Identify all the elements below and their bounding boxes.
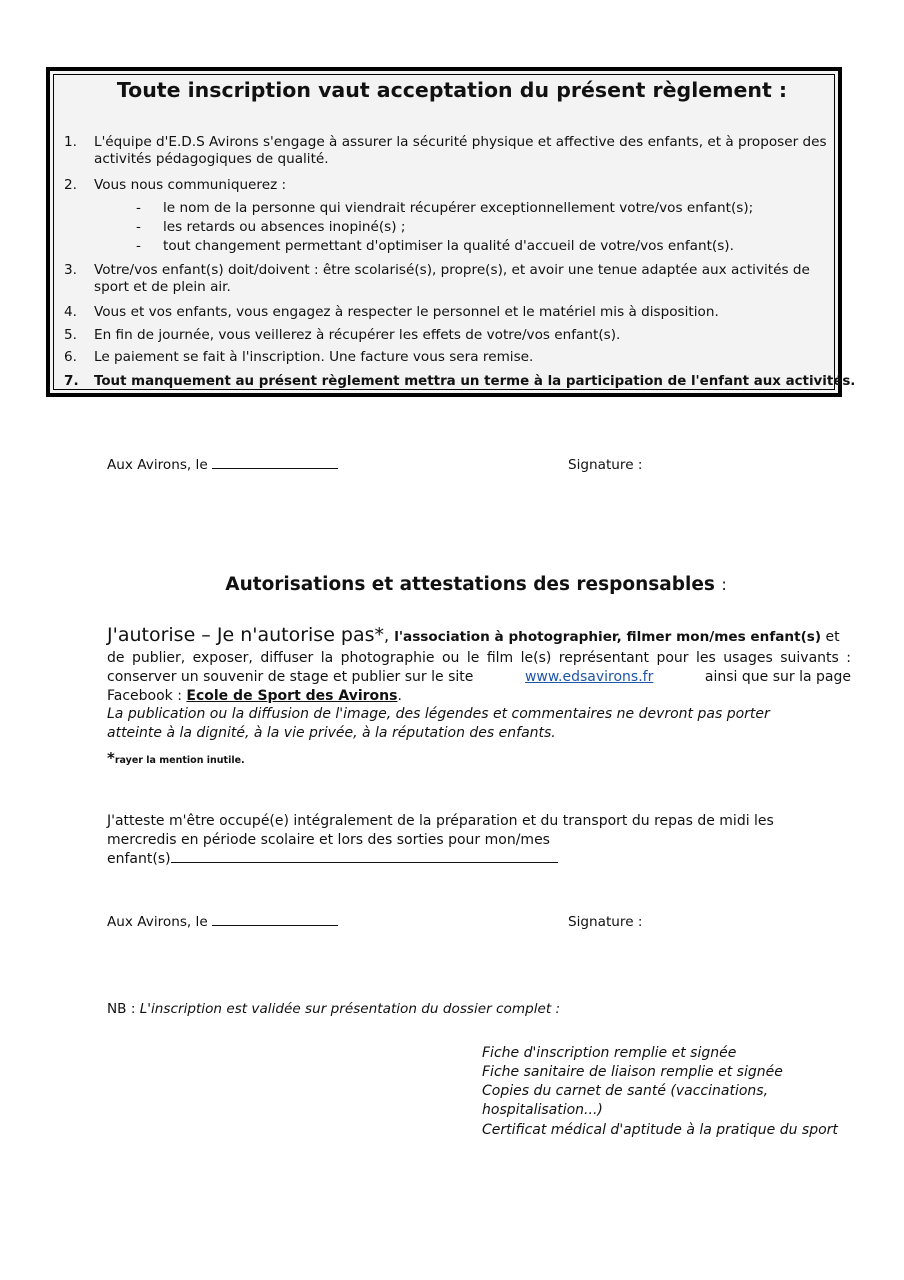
dash-bullet: - xyxy=(136,238,141,254)
period: . xyxy=(397,688,402,704)
item-number: 7. xyxy=(64,373,79,389)
dash-bullet: - xyxy=(136,200,141,216)
item-number: 4. xyxy=(64,304,77,320)
document-list-item: Fiche sanitaire de liaison remplie et signée xyxy=(482,1064,783,1080)
authorization-line-1 xyxy=(107,626,840,647)
item-text: Vous nous communiquerez : xyxy=(94,177,287,193)
signature-label: Signature : xyxy=(568,457,643,473)
signature-label: Signature : xyxy=(568,914,643,930)
authorization-tail: et xyxy=(821,629,840,645)
authorization-bold-text: l'association à photographier, filmer mon/mes enfant(s) xyxy=(394,629,822,645)
item-text: Votre/vos enfant(s) doit/doivent : être scolarisé(s), propre(s), et avoir une tenue adaptée aux activités de xyxy=(94,262,810,278)
reglement-title: Toute inscription vaut acceptation du présent règlement : xyxy=(116,78,788,102)
document-list-item: hospitalisation...) xyxy=(482,1102,603,1118)
footnote xyxy=(107,748,245,767)
attestation-line-1: J'atteste m'être occupé(e) intégralement de la préparation et du transport du repas de midi les xyxy=(107,813,774,829)
subitem-text: tout changement permettant d'optimiser la qualité d'accueil de votre/vos enfant(s). xyxy=(163,238,734,254)
website-link[interactable]: www.edsavirons.fr xyxy=(524,669,654,685)
subitem-text: le nom de la personne qui viendrait récupérer exceptionnellement votre/vos enfant(s); xyxy=(163,200,754,216)
item-number: 2. xyxy=(64,177,77,193)
publication-note-1: La publication ou la diffusion de l'image, des légendes et commentaires ne devront pas porter xyxy=(107,706,770,722)
document-list-item: Certificat médical d'aptitude à la pratique du sport xyxy=(482,1122,838,1138)
place-date-label: Aux Avirons, le xyxy=(107,457,208,473)
item-text: L'équipe d'E.D.S Avirons s'engage à assurer la sécurité physique et affective des enfants, et à proposer des xyxy=(94,134,827,150)
date-blank-line[interactable] xyxy=(212,915,338,926)
item-text: Vous et vos enfants, vous engagez à respecter le personnel et le matériel mis à disposition. xyxy=(94,304,719,320)
section-title-text: Autorisations et attestations des responsables xyxy=(225,574,715,595)
document-list-item: Fiche d'inscription remplie et signée xyxy=(482,1045,737,1061)
section-title xyxy=(0,574,904,595)
nb-line xyxy=(107,1001,560,1018)
item-number: 1. xyxy=(64,134,77,150)
item-number: 6. xyxy=(64,349,77,365)
children-label: enfant(s) xyxy=(107,851,171,867)
section-title-colon: : xyxy=(721,575,727,594)
item-number: 5. xyxy=(64,327,77,343)
page-text: ainsi que sur la page xyxy=(704,669,851,685)
authorization-line-2: de publier, exposer, diffuser la photographie ou le film le(s) représentant pour les usages suivants : xyxy=(107,650,851,666)
facebook-page-name: Ecole de Sport des Avirons xyxy=(186,688,398,704)
footnote-text: rayer la mention inutile. xyxy=(114,755,245,766)
nb-label: NB : xyxy=(107,1001,140,1017)
item-number: 3. xyxy=(64,262,77,278)
not-authorize-option[interactable]: Je n'autorise pas* xyxy=(216,624,385,646)
subitem-text: les retards ou absences inopiné(s) ; xyxy=(163,219,406,235)
attestation-line-2: mercredis en période scolaire et lors des sorties pour mon/mes xyxy=(107,832,550,848)
option-separator: – xyxy=(195,624,217,646)
authorization-line-3 xyxy=(107,668,851,687)
dash-bullet: - xyxy=(136,219,141,235)
attestation-line-3 xyxy=(107,850,558,869)
document-list-item: Copies du carnet de santé (vaccinations, xyxy=(482,1083,769,1099)
item-text: En fin de journée, vous veillerez à récupérer les effets de votre/vos enfant(s). xyxy=(94,327,621,343)
signature-date-row xyxy=(107,914,338,931)
item-text: Tout manquement au présent règlement mettra un terme à la participation de l'enfant aux activités. xyxy=(94,374,856,389)
authorize-option[interactable]: J'autorise xyxy=(107,624,196,646)
place-date-label: Aux Avirons, le xyxy=(107,914,208,930)
facebook-label: Facebook : xyxy=(107,688,187,704)
site-text: conserver un souvenir de stage et publier sur le site xyxy=(107,669,474,685)
nb-text: L'inscription est validée sur présentation du dossier complet : xyxy=(139,1001,561,1017)
comma: , xyxy=(384,626,395,645)
authorization-line-4 xyxy=(107,687,402,706)
item-text: activités pédagogiques de qualité. xyxy=(94,151,329,167)
signature-date-row xyxy=(107,457,338,474)
publication-note-2: atteinte à la dignité, à la vie privée, à la réputation des enfants. xyxy=(107,725,556,741)
footnote-star: * xyxy=(107,749,115,767)
date-blank-line[interactable] xyxy=(212,458,338,469)
item-text: Le paiement se fait à l'inscription. Une facture vous sera remise. xyxy=(94,349,534,365)
children-blank-line[interactable] xyxy=(171,852,558,863)
item-text: sport et de plein air. xyxy=(94,279,231,295)
